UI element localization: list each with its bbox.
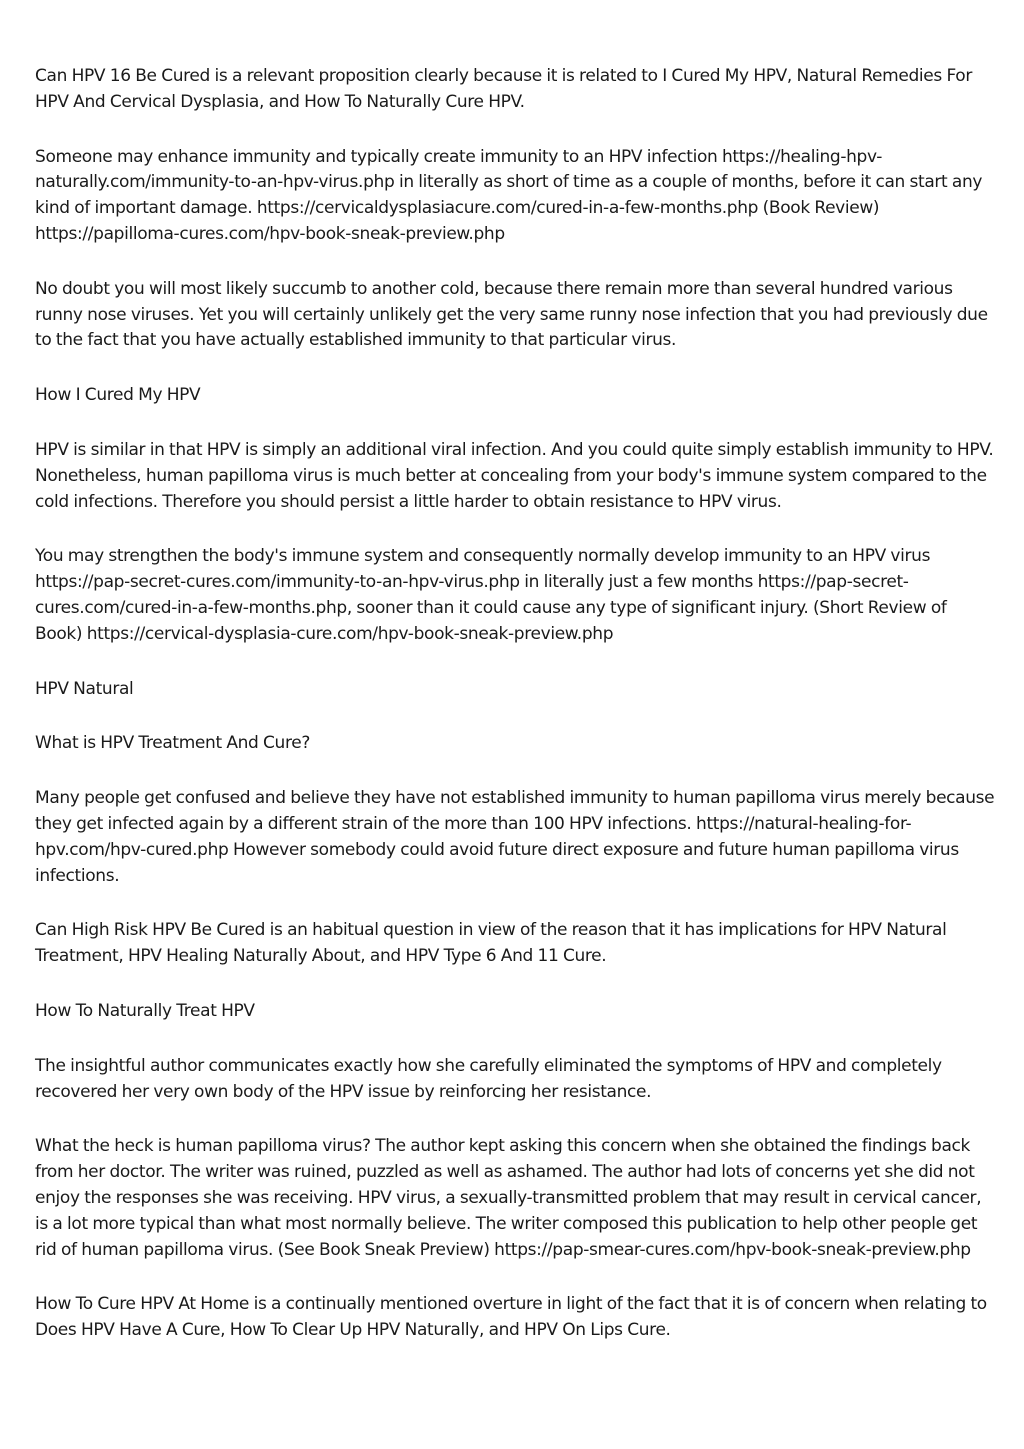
paragraph-runny-nose: No doubt you will most likely succumb to another cold, because there remain more than several hundred various runny nose viruses. Yet you will certainly unlikely get the very same runny nose infection that you had previously due to the fact that you have actually established immunity to that particular virus. — [35, 278, 988, 351]
paragraph-insightful-author: The insightful author communicates exactly how she carefully eliminated the symptoms of HPV and completely recovered her very own body of the HPV issue by reinforcing her resistance. — [35, 1055, 942, 1102]
paragraph-enhance-immunity: Someone may enhance immunity and typically create immunity to an HPV infection https://healing-hpv-naturally.com/immunity-to-an-hpv-virus.php in literally as short of time as a couple of months, before it can start any kind of important damage. https://cervicaldysplasiacure.com/cured-in-a-few-months.php (Book Review) https://papilloma-cures.com/hpv-book-sneak-preview.php — [35, 146, 983, 244]
heading-hpv-natural: HPV Natural — [35, 678, 134, 699]
paragraph-many-people-confused: Many people get confused and believe they have not established immunity to human papilloma virus merely because they get infected again by a different strain of the more than 100 HPV infections. https://natural-healing-for-hpv.com/hpv-cured.php However somebody could avoid future direct exposure and future human papilloma virus infections. — [35, 788, 995, 886]
heading-hpv-treatment-cure: What is HPV Treatment And Cure? — [35, 733, 311, 754]
paragraph-hpv-similar: HPV is similar in that HPV is simply an additional viral infection. And you could quite simply establish immunity to HPV. Nonetheless, human papilloma virus is much better at concealing from your body's immune system compared to the cold infections. Therefore you should persist a little harder to obtain resistance to HPV virus. — [35, 439, 994, 512]
paragraph-hpv16-intro: Can HPV 16 Be Cured is a relevant proposition clearly because it is related to I Cured My HPV, Natural Remedies For HPV And Cervical Dysplasia, and How To Naturally Cure HPV. — [35, 66, 972, 112]
paragraph-high-risk-hpv: Can High Risk HPV Be Cured is an habitual question in view of the reason that it has implications for HPV Natural Treatment, HPV Healing Naturally About, and HPV Type 6 And 11 Cure. — [35, 920, 947, 967]
heading-how-i-cured-my-hpv: How I Cured My HPV — [35, 385, 201, 406]
paragraph-what-is-hpv: What the heck is human papilloma virus? The author kept asking this concern when she obtained the findings back from her doctor. The writer was ruined, puzzled as well as ashamed. The author had lots of concerns yet she did not enjoy the responses she was receiving. HPV virus, a sexually-transmitted problem that may result in cervical cancer, is a lot more typical than what most normally believe. The writer composed this publication to help other people get rid of human papilloma virus. (See Book Sneak Preview) https://pap-smear-cures.com/hpv-book-sneak-preview.php — [35, 1136, 982, 1260]
heading-naturally-treat-hpv: How To Naturally Treat HPV — [35, 1000, 255, 1021]
paragraph-cure-at-home: How To Cure HPV At Home is a continually mentioned overture in light of the fact that it is of concern when relating to Does HPV Have A Cure, How To Clear Up HPV Naturally, and HPV On Lips Cure. — [35, 1294, 987, 1341]
document-body — [35, 64, 995, 1373]
paragraph-strengthen-immune: You may strengthen the body's immune system and consequently normally develop immunity to an HPV virus https://pap-secret-cures.com/immunity-to-an-hpv-virus.php in literally just a few months https://pap-secret-cures.com/cured-in-a-few-months.php, sooner than it could cause any type of significant injury. (Short Review of Book) https://cervical-dysplasia-cure.com/hpv-book-sneak-preview.php — [35, 546, 947, 644]
